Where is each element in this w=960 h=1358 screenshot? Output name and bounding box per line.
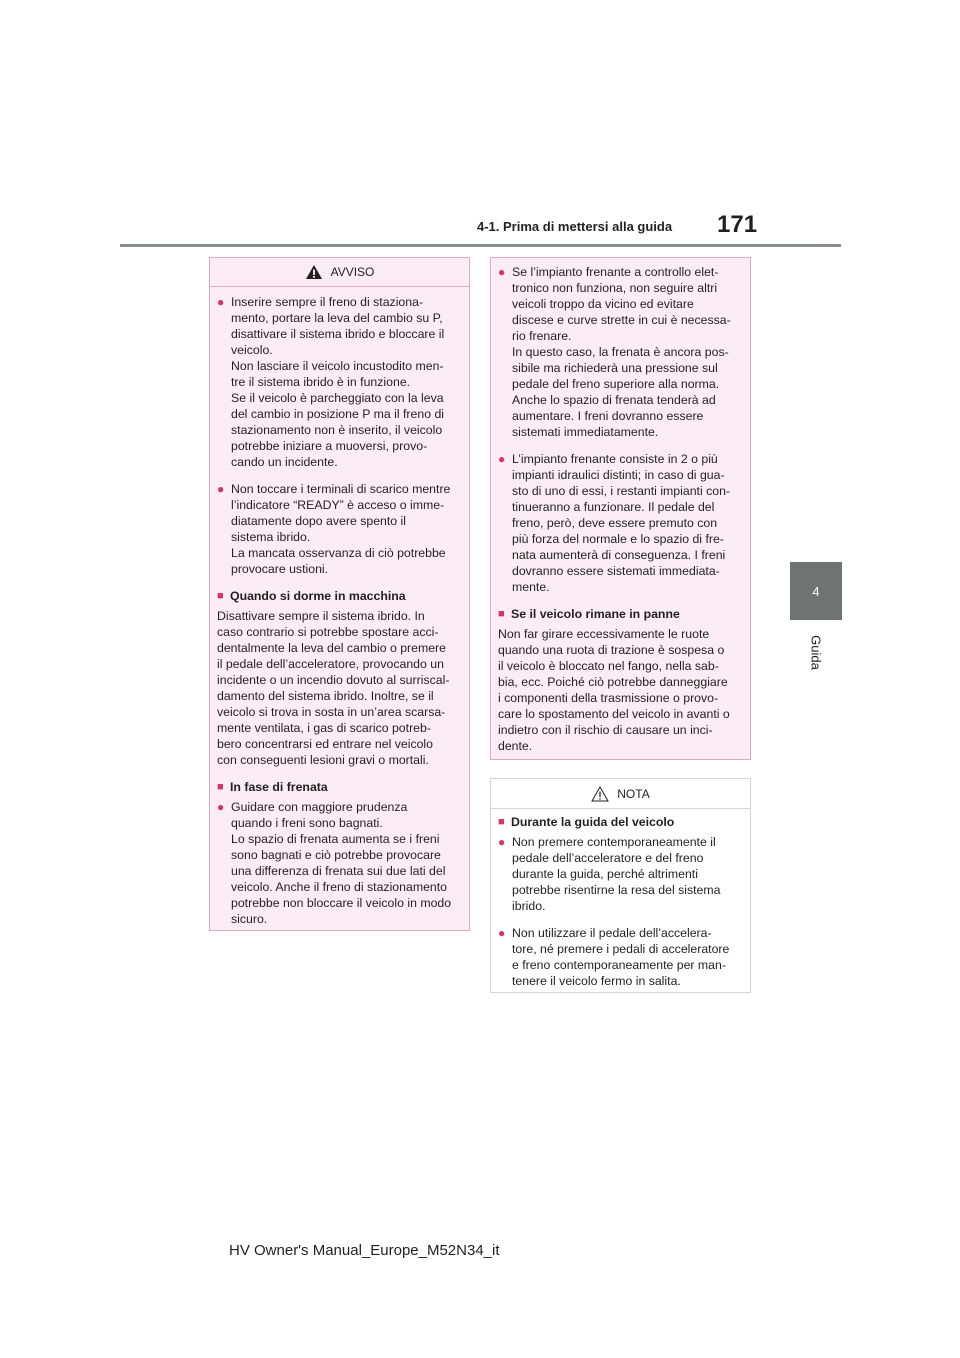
square-bullet-icon: ■	[498, 608, 505, 620]
square-bullet-icon: ■	[498, 816, 505, 828]
warning-item-text: L’impianto frenante consiste in 2 o più impianti idraulici distinti; in caso di gua- sto di uno di essi, i restanti impianti con- tinueranno a funzionare. Il pedale del freno, però, deve essere premuto con più forza del normale e lo spazio di fre- nata aumenterà di conseguenza. I freni dovranno essere sistemati immediata- mente.	[512, 452, 731, 594]
warning-icon	[305, 264, 323, 280]
subsection-heading	[217, 779, 461, 795]
chapter-number: 4	[812, 583, 820, 599]
list-item	[217, 799, 461, 927]
warning-item-text: Guidare con maggiore prudenza quando i freni sono bagnati. Lo spazio di frenata aumenta se i freni sono bagnati e ciò potrebbe provocare una differenza di frenata sui due lati del veicolo. Anche il freno di stazionamento potrebbe non bloccare il veicolo in modo sicuro.	[231, 800, 452, 926]
caution-icon	[591, 786, 609, 802]
subsection-heading	[217, 588, 461, 604]
subsection-heading-text: In fase di frenata	[230, 780, 328, 794]
list-item	[498, 925, 742, 989]
bullet-icon: ●	[498, 452, 506, 466]
subsection-heading-text: Quando si dorme in macchina	[230, 589, 406, 603]
list-item	[217, 481, 461, 577]
bullet-icon: ●	[217, 295, 225, 309]
subsection-heading-text: Se il veicolo rimane in panne	[511, 607, 680, 621]
notice-title: NOTA	[617, 786, 650, 801]
subsection-heading	[498, 606, 742, 622]
notice-item-text: Non utilizzare il pedale dell’accelera- tore, né premere i pedali di acceleratore e freno contemporaneamente per man- tenere il veicolo fermo in salita.	[512, 926, 730, 988]
warning-continuation-box	[490, 257, 751, 760]
chapter-label: Guida	[808, 635, 824, 670]
list-item	[498, 834, 742, 914]
list-item	[498, 264, 742, 440]
bullet-icon: ●	[217, 482, 225, 496]
warning-header	[210, 258, 469, 287]
subsection-heading-text: Durante la guida del veicolo	[511, 815, 675, 829]
bullet-icon: ●	[498, 926, 506, 940]
chapter-tab	[790, 562, 842, 620]
warning-item-text: Inserire sempre il freno di staziona- mento, portare la leva del cambio su P, disattivare il sistema ibrido e bloccare il veicolo. Non lasciare il veicolo incustodito men- tre il sistema ibrido è in funzione. Se il veicolo è parcheggiato con la leva del cambio in posizione P ma il freno di stazionamento non è inserito, il veicolo potrebbe iniziare a muoversi, provo- cando un incidente.	[231, 295, 445, 469]
bullet-icon: ●	[498, 265, 506, 279]
section-title: 4-1. Prima di mettersi alla guida	[477, 219, 673, 234]
notice-box	[490, 778, 751, 993]
list-item	[498, 451, 742, 595]
square-bullet-icon: ■	[217, 590, 224, 602]
notice-header	[491, 779, 750, 809]
page-number: 171	[717, 211, 758, 238]
notice-item-text: Non premere contemporaneamente il pedale dell’acceleratore e del freno durante la guida, perché altrimenti potrebbe risentirne la resa del sistema ibrido.	[512, 835, 721, 913]
warning-title: AVVISO	[330, 265, 375, 279]
bullet-icon: ●	[498, 835, 506, 849]
list-item	[217, 294, 461, 470]
bullet-icon: ●	[217, 800, 225, 814]
footer-text: HV Owner's Manual_Europe_M52N34_it	[229, 1242, 500, 1259]
warning-item-text: Non toccare i terminali di scarico mentre l’indicatore “READY” è acceso o imme- diatamente dopo avere spento il sistema ibrido. La mancata osservanza di ciò potrebbe provocare ustioni.	[231, 482, 451, 576]
warning-box	[209, 257, 470, 931]
square-bullet-icon: ■	[217, 781, 224, 793]
subsection-heading	[498, 814, 742, 830]
subsection-text: Disattivare sempre il sistema ibrido. In caso contrario si potrebbe spostare acci- dentalmente la leva del cambio o premere il pedale dell’acceleratore, provocando un incidente o un incendio dovuto al surriscal- damento del sistema ibrido. Inoltre, se il veicolo si trova in sosta in un’area scarsa- mente ventilata, i gas di scarico potreb- bero concentrarsi ed entrare nel veicolo con conseguenti lesioni gravi o mortali.	[217, 609, 450, 767]
warning-item-text: Se l’impianto frenante a controllo elet- tronico non funziona, non seguire altri veicoli troppo da vicino ed evitare discese e curve strette in cui è necessa- rio frenare. In questo caso, la frenata è ancora pos- sibile ma richiederà una pressione sul pedale del freno superiore alla norma. Anche lo spazio di frenata tenderà ad aumentare. I freni dovranno essere sistemati immediatamente.	[512, 265, 731, 439]
header-rule	[120, 244, 841, 247]
subsection-text: Non far girare eccessivamente le ruote quando una ruota di trazione è sospesa o il veicolo è bloccato nel fango, nella sab- bia, ecc. Poiché ciò potrebbe danneggiare i componenti della trasmissione o provo- care lo spostamento del veicolo in avanti o indietro con il rischio di causare un inci- dente.	[498, 627, 730, 753]
